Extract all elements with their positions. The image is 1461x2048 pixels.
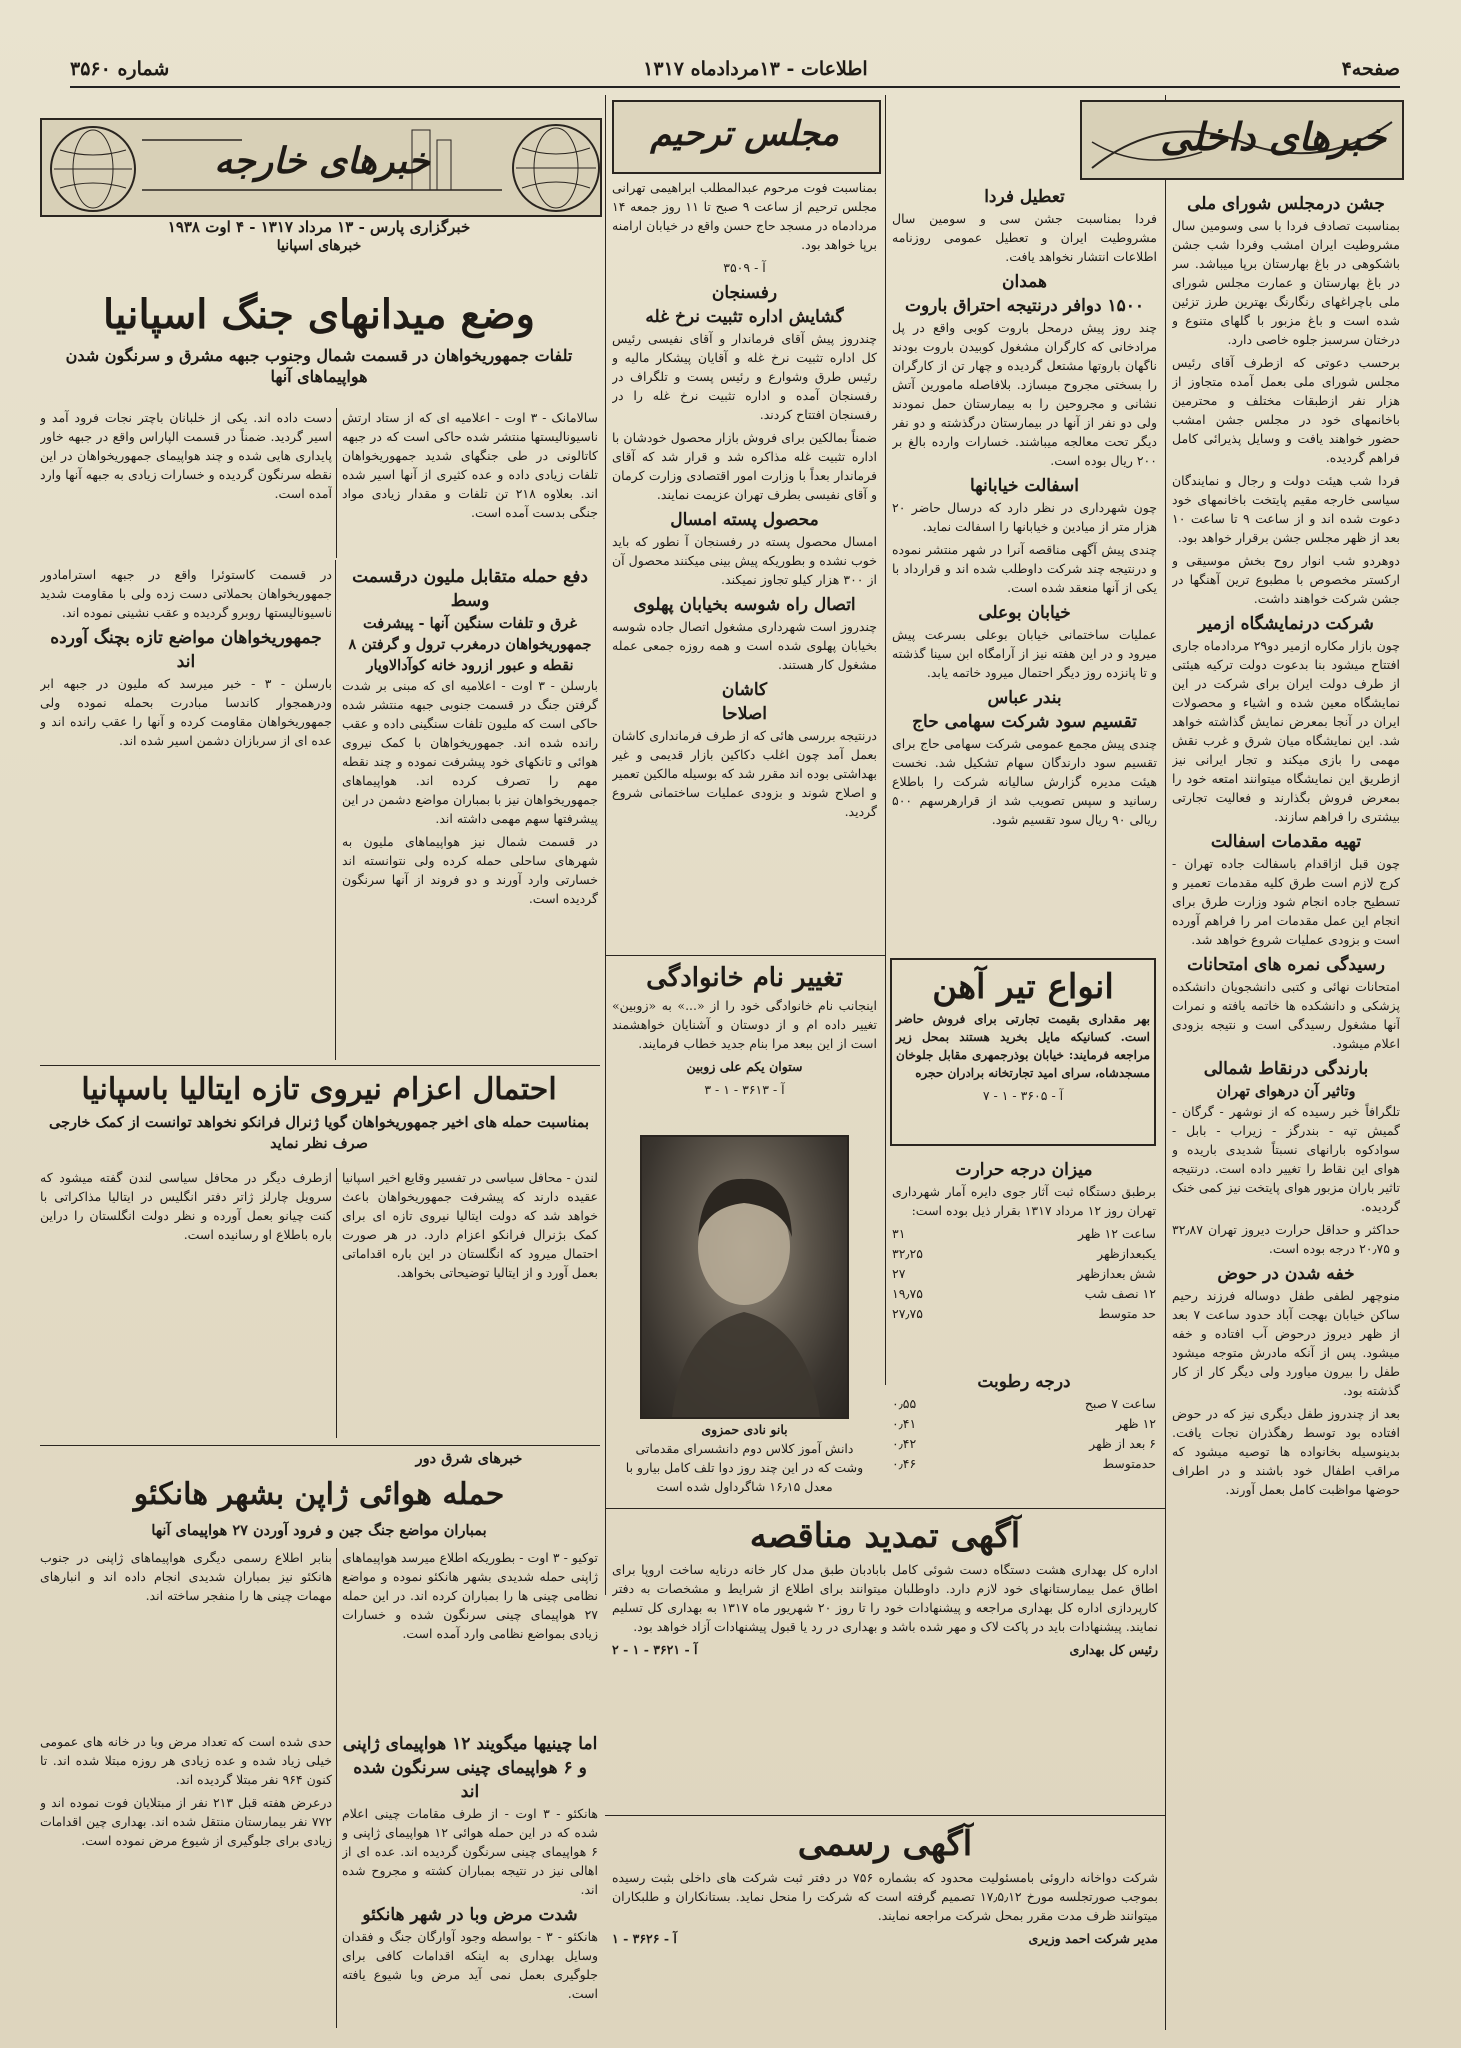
paragraph: عملیات ساختمانی خیابان بوعلی بسرعت پیش میرود و در این هفته نیز از آرامگاه ابن سینا گذشته و تا پانزده روز دیگر احتمال میرود خاتمه یابد. [892, 627, 1157, 680]
spain-col-c [342, 565, 598, 1060]
paragraph: بارسلن - ۳ - خبر میرسد که ملیون در جبهه ابر ودرهمجوار کاندسا مبادرت بحمله نموده ولی جمهوریخواهان مقاومت کرده و آنها را عقب رانده اند و عده ای از سربازان دشمن اسیر شده اند. [40, 676, 332, 748]
domestic-column-2 [892, 185, 1157, 960]
paragraph: امتحانات نهائی و کتبی دانشجویان دانشکده پزشکی و دانشکده ها خاتمه یافته و نمرات آنها مشغول رسیدگی است و نتیجه بزودی اعلام میشود. [1172, 979, 1400, 1051]
headline: همدان [1002, 272, 1047, 292]
section-rule [40, 1065, 600, 1066]
humidity-row [892, 1454, 1156, 1474]
paragraph: درعرض هفته قبل ۲۱۳ نفر از مبتلایان فوت نموده اند و ۷۷۲ نفر بیمارستان منتقل شده اند. بهداری چین اقدامات زیادی برای جلوگیری از شیوع مرض نموده است. [40, 1795, 332, 1848]
steel-ad-title: انواع تیر آهن [932, 967, 1114, 1007]
paragraph: بارسلن - ۳ اوت - اعلامیه ای که مبنی بر شدت گرفتن جنگ در قسمت جنوبی جبهه منتشر شده حاکی است که ملیون تلفات سنگینی داده و عقب رانده شده اند. جمهوریخواهان با کمک نیروی هوائی و تانکهای خود پیشرفت نموده و چند نقطه مهم را تصرف کرده اند. هواپیماهای جمهوریخواهان نیز با بمباران مواضع دشمن در این پیشرفتها سهم مهمی داشته اند. [342, 678, 598, 826]
steel-ad [890, 958, 1156, 1146]
headline: جشن درمجلس شورای ملی [1187, 194, 1385, 214]
official-notice-sign: مدیر شرکت احمد وزیری [1028, 1931, 1158, 1946]
ad-code: آ - ۳۵۰۹ [723, 260, 766, 275]
headline: خفه شدن در حوض [1217, 1264, 1355, 1284]
humidity-value: ۰٫۴۶ [892, 1456, 917, 1471]
news-column-3 [612, 178, 877, 948]
tender-ad [612, 1512, 1158, 1812]
headline: رسیدگی نمره های امتحانات [1187, 955, 1385, 975]
temperature-value: ۲۷٫۷۵ [892, 1306, 923, 1321]
headline: اما چینیها میگویند ۱۲ هواپیمای ژاپنی و ۶ هواپیمای چینی سرنگون شده اند [342, 1734, 598, 1802]
paragraph: فردا شب هیئت دولت و رجال و نمایندگان سیاسی خارجه مقیم پایتخت باخانمهای خود دعوت شده اند و از ساعت ۹ تا ساعت ۱۰ بعد از ظهر مجلس جشن برقرار خواهد بود. [1172, 473, 1400, 545]
temperature-row [892, 1284, 1156, 1304]
temperature-label: ساعت ۱۲ ظهر [1077, 1226, 1156, 1241]
tender-ad-code: آ - ۳۶۲۱ - ۱ - ۲ [612, 1642, 698, 1657]
japan-subheadline: بمباران مواضع جنگ جین و فرود آوردن ۲۷ هواپیمای آنها [151, 1522, 487, 1539]
caption-name: بانو نادی حمزوی [701, 1422, 788, 1437]
column-rule [336, 1168, 337, 1438]
humidity-value: ۰٫۴۱ [892, 1416, 917, 1431]
temperature-value: ۲۷ [892, 1266, 906, 1281]
headline: تعطیل فردا [984, 187, 1065, 207]
paragraph: چون شهرداری در نظر دارد که درسال حاضر ۲۰ هزار متر از میادین و خیابانها را اسفالت نماید. [892, 500, 1157, 534]
temperature-label: ۱۲ نصف شب [1084, 1286, 1156, 1301]
paragraph: چند روز پیش درمحل باروت کوبی واقع در پل مرادخانی که کارگران مشغول کوبیدن باروت بودند ناگهان باروتها مشتعل گردیده و چهار تن از کارگران را بسختی مجروح میسازد. بلافاصله مامورین آتش نشانی و مجروحین را به بیمارستان حمل نمودند ولی دو نفر از آنها در بیمارستان درگذشته و دو نفر دیگر تحت معالجه میباشند. خسارات وارده بالغ بر ۲۰۰ ریال بوده است. [892, 320, 1157, 468]
subheadline: وتاثیر آن درهوای تهران [1216, 1083, 1356, 1100]
name-change-title: تغییر نام خانوادگی [646, 963, 843, 993]
column-rule [336, 408, 337, 558]
temperature-value: ۱۹٫۷۵ [892, 1286, 923, 1301]
column-rule [885, 95, 886, 1385]
official-notice-body: شرکت دواخانه داروئی بامسئولیت محدود که بشماره ۷۵۶ در دفتر ثبت شرکت های داخلی بثبت رسیده بموجب صورتجلسه مورخ ۱۷٫۵٫۱۲ تصمیم گرفته است که شرکت را منحل نماید. بستانکاران و طلبکاران میتوانند ظرف مدت مقرر بمحل شرکت مراجعه نمایند. [612, 1870, 1158, 1923]
paragraph: بمناسبت فوت مرحوم عبدالمطلب ابراهیمی تهرانی مجلس ترحیم از ساعت ۹ صبح تا ۱۱ روز جمعه ۱۴ مردادماه در مسجد حاج حسن واقع در خیابان ارامنه برپا خواهد بود. [612, 180, 877, 252]
paragraph: چون قبل ازاقدام باسفالت جاده تهران - کرج لازم است طرق کلیه مقدمات تعمیر و تسطیح جاده انجام شود وزارت طرق برای انجام این عمل مقدمات امر را فراهم آورده است و بزودی عملیات شروع خواهد شد. [1172, 856, 1400, 947]
paragraph: چندی پیش آگهی مناقصه آنرا در شهر منتشر نموده و درنتیجه چند شرکت داوطلب شده اند و قرارداد با یکی از آنها منعقد شده است. [892, 542, 1157, 595]
humidity-label: حدمتوسط [1102, 1456, 1156, 1471]
italy-subheadline: بمناسبت حمله های اخیر جمهوریخواهان گویا ژنرال فرانکو نخواهد توانست از کمک خارجی صرف نظر نماید [48, 1114, 589, 1152]
paragraph: منوچهر لطفی طفل دوساله فرزند رحیم ساکن خیابان بهجت آباد حدود ساعت ۷ بعد از ظهر دیروز درحوض آب افتاده و خفه میشود. پس از آنکه مادرش متوجه میشود طفل را بیرون میاورد ولی دیگر کار از کار گذشته بود. [1172, 1288, 1400, 1398]
humidity-table [892, 1394, 1156, 1474]
humidity-value: ۰٫۵۵ [892, 1396, 917, 1411]
italy-col-a [342, 1168, 598, 1438]
spain-col-a [342, 408, 598, 560]
italy-col-b [40, 1168, 332, 1438]
official-notice [612, 1820, 1158, 2030]
section-rule [605, 1815, 1165, 1816]
ad-code: آ - ۳۶۱۳ - ۱ - ۳ [704, 1082, 785, 1097]
paragraph: ضمناً بمالکین برای فروش بازار محصول خودشان با اداره تثبیت غله مذاکره شد و قرار شد که آقای فرماندار بعداً با وزارت امور اقتصادی وزارت کرمان و آقای نفیسی بطرف تهران عزیمت نمایند. [612, 430, 877, 502]
temperature-row [892, 1244, 1156, 1264]
paragraph: بمناسبت تصادف فردا با سی وسومین سال مشروطیت ایران امشب وفردا شب جشن باشکوهی در باغ بهارستان برپا میباشد. سر در باغ بهارستان و عمارت مجلس شورای ملی باچراغهای رنگارنگ بهترین طرز تزئین شده است و باغ مزبور با گلهای متنوع و درختان سرسبز جلوه خاصی دارد. [1172, 218, 1400, 347]
paragraph: بعد از چندروز طفل دیگری نیز که در حوض افتاده بود توسط رهگذران نجات یافت. بدینوسیله بخانواده ها توصیه میشود که مراقب اطفال خود باشند و در اطراف حوضها مواظبت کامل بعمل آورند. [1172, 1406, 1400, 1497]
spain-subheadline: تلفات جمهوریخواهان در قسمت شمال وجنوب جبهه مشرق و سرنگون شدن هواپیماهای آنها [65, 346, 573, 386]
spain-col-b [40, 408, 332, 560]
japan-col-b [40, 1548, 332, 1728]
paragraph: حدی شده است که تعداد مرض وبا در خانه های عمومی خیلی زیاد شده و عده زیادی هر روزه مبتلا شده اند. تا کنون ۹۶۴ نفر مبتلا گردیده اند. [40, 1734, 332, 1787]
column-rule [1165, 95, 1166, 2030]
paragraph: حداکثر و حداقل حرارت دیروز تهران ۳۲٫۸۷ و ۲۰٫۷۵ درجه بوده است. [1172, 1222, 1400, 1256]
tender-ad-body: اداره کل بهداری هشت دستگاه دست شوئی کامل بابادبان طبق مدل کار خانه درنایه ساخت اروپا برای اطاق عمل بیمارستانهای خود لازم دارد. داوطلبان میتوانند برای اطلاع از شرایط و مشخصات به دفتر کارپردازی اداره کل بهداری مراجعه و پیشنهادات خود را تا روز ۲۰ شهریور ماه ۱۳۱۷ به بهداری کل تسلیم نمایند. پیشنهادات باید در پاکت لاک و مهر شده باشد و بهداری در رد یا قبول پیشنهادات آزاد خواهد بود. [612, 1562, 1158, 1634]
official-notice-title: آگهی رسمی [797, 1824, 973, 1864]
paragraph: ازطرف دیگر در محافل سیاسی لندن گفته میشود که سرویل چارلز ژاتر دفتر انگلیس در ایتالیا مذاکراتی با کنت چیانو بعمل آورده و نظر دولت انگلستان را دراین باره باطلاع او رسانیده است. [40, 1170, 332, 1242]
paragraph: توکیو - ۳ اوت - بطوریکه اطلاع میرسد هواپیماهای ژاپنی حمله شدیدی بشهر هانکئو نموده و مواضع نظامی چینی ها را بمباران کرده اند. در این حمله ۲۷ هواپیمای چینی سرنگون شده و خسارات زیادی بمواضع نظامی وارد آمده است. [342, 1550, 598, 1641]
page-number: صفحه۴ [1341, 58, 1400, 80]
memorial-banner-title: مجلس ترحیم [650, 114, 839, 154]
headline: شرکت درنمایشگاه ازمیر [1198, 614, 1374, 634]
issue-number: شماره ۳۵۶۰ [70, 58, 170, 80]
paragraph: چندروز پیش آقای فرماندار و آقای نفیسی رئیس کل اداره تثبیت نرخ غله و آقایان پیشکار مالیه و رئیس طرق وشوارع و رئیس پست و تلگراف در رفسنجان آمده و اداره تثبیت نرخ غله را در رفسنجان افتتاح کردند. [612, 331, 877, 422]
humidity-label: ۶ بعد از ظهر [1089, 1436, 1156, 1451]
steel-ad-code: آ - ۳۶۰۵ - ۱ - ۷ [982, 1088, 1064, 1103]
issue-date: اطلاعات - ۱۳مردادماه ۱۳۱۷ [643, 58, 868, 80]
humidity-box [892, 1370, 1156, 1500]
foreign-banner-title: خبرهای خارجه [214, 140, 430, 182]
signature: ستوان یکم علی زوبین [686, 1059, 803, 1074]
paragraph: چندی پیش مجمع عمومی شرکت سهامی حاج برای تقسیم سود دارندگان سهام تشکیل شد. نخست هیئت مدیره گزارش سالیانه شرکت را باطلاع رسانید و سپس تصویب شد از قرارهرسهم ۵۰۰ ریالی ۹۰ ریال سود تقسیم شود. [892, 736, 1157, 827]
headline: اصلاحا [722, 704, 767, 724]
headline: تهیه مقدمات اسفالت [1210, 832, 1362, 852]
masthead [70, 52, 1400, 88]
temperature-intro: برطبق دستگاه ثبت آثار جوی دایره آمار شهرداری تهران روز ۱۲ مرداد ۱۳۱۷ بقرار ذیل بوده است: [892, 1184, 1156, 1218]
paragraph: فردا بمناسبت جشن سی و سومین سال مشروطیت ایران و تعطیل عمومی روزنامه اطلاعات انتشار نخواهد یافت. [892, 211, 1157, 264]
domestic-banner-title: خبرهای داخلی [1160, 114, 1386, 159]
temperature-value: ۳۱ [892, 1226, 906, 1241]
caption-line: دانش آموز کلاس دوم دانشسرای مقدماتی [635, 1441, 854, 1456]
temperature-label: شش بعدازظهر [1077, 1266, 1156, 1281]
section-rule [605, 1508, 1165, 1509]
temperature-value: ۳۲٫۲۵ [892, 1246, 923, 1261]
spain-headline: وضع میدانهای جنگ اسپانیا [103, 291, 535, 338]
section-rule [40, 1445, 600, 1446]
temperature-title: میزان درجه حرارت [955, 1160, 1093, 1180]
spain-col-d [40, 565, 332, 1060]
japan-col-a [342, 1548, 598, 1728]
paragraph: درنتیجه بررسی هائی که از طرف فرمانداری کاشان بعمل آمد چون اغلب دکاکین بازار قدیمی و غیر بهداشتی بوده اند مقرر شد که بوسیله مالکین تعمیر و اصلاح شوند و بزودی عملیات ساختمانی شروع گردید. [612, 728, 877, 819]
headline: گشایش اداره تثبیت نرخ غله [645, 307, 844, 327]
section-rule [605, 955, 885, 956]
humidity-row [892, 1414, 1156, 1434]
column-rule [336, 1548, 337, 2028]
paragraph: دست داده اند. یکی از خلبانان باچتر نجات فرود آمد و اسیر گردید. ضمناً در قسمت الپاراس واقع در جبهه خاور پایداری هایی شده و چند هواپیمای جمهوریخواهان در این نقطه سرنگون گردیده و خسارات زیادی به جبهه آنها وارد آمده است. [40, 410, 332, 501]
humidity-value: ۰٫۴۲ [892, 1436, 917, 1451]
paragraph: سالامانک - ۳ اوت - اعلامیه ای که از ستاد ارتش ناسیونالیستها منتشر شده حاکی است که در جبهه کاتالونی در طی جنگهای شدید جمهوریخواهان تلفات زیادی داده و عده کثیری از آنها اسیر شده اند. بعلاوه ۲۱۸ تن تلفات و مقدار زیادی مواد جنگی بدست آمده است. [342, 410, 598, 520]
portrait-caption [612, 1420, 877, 1500]
temperature-label: یکبعدازظهر [1097, 1246, 1156, 1261]
domestic-banner [1080, 100, 1404, 180]
memorial-banner [612, 100, 881, 174]
domestic-column [1172, 192, 1400, 2032]
temperature-box [892, 1158, 1156, 1368]
caption-line: وشت که در این چند روز دوا تلف کامل بیارو با معدل ۱۶٫۱۵ شاگرداول شده است [625, 1460, 864, 1494]
humidity-title: درجه رطوبت [977, 1372, 1071, 1392]
headline: خیابان بوعلی [978, 603, 1071, 623]
headline: رفسنجان [711, 283, 778, 303]
headline: تقسیم سود شرکت سهامی حاج [912, 712, 1137, 732]
portrait-figure [642, 1137, 847, 1417]
headline: دفع حمله متقابل ملیون درقسمت وسط [352, 567, 588, 611]
foreign-header [40, 218, 598, 278]
humidity-label: ۱۲ ظهر [1115, 1416, 1156, 1431]
paragraph: در قسمت شمال نیز هواپیماهای ملیون به شهرهای ساحلی حمله کرده ولی نتوانسته اند خسارتی وارد آورند و دو فروند از آنها سرنگون گردیده است. [342, 834, 598, 906]
name-change-notice [612, 960, 877, 1125]
paragraph: امسال محصول پسته در رفسنجان آ نطور که باید خوب نشده و بطوریکه پیش بینی میکنند محصول آن از ۳۰۰ هزار کیلو تجاوز نمیکند. [612, 534, 877, 587]
temperature-label: حد متوسط [1098, 1306, 1156, 1321]
paragraph: برحسب دعوتی که ازطرف آقای رئیس مجلس شورای ملی بعمل آمده متجاوز از هزار نفر ازطبقات مختلف و محترمین باخانمهای خود در مجلس جشن امشب حضور خواهند یافت و وسایل پذیرائی کامل فراهم گردیده. [1172, 355, 1400, 465]
portrait-photo [640, 1135, 849, 1419]
paragraph: بنابر اطلاع رسمی دیگری هواپیماهای ژاپنی در جنوب هانکئو نیز بمباران شدیدی انجام داده اند و انبارهای مهمات چینی ها را منفجر ساخته اند. [40, 1550, 332, 1603]
steel-ad-body: بهر مقداری بقیمت تجارتی برای فروش حاضر است. کسانیکه مایل بخرید هستند بمحل زیر مراجعه فرمایند: خیابان بوذرجمهری مقابل جلوخان مسجدشاه، سرای امید تجارتخانه برادران حجره [896, 1012, 1150, 1080]
agency-line: خبرگزاری پارس - ۱۳ مرداد ۱۳۱۷ - ۴ اوت ۱۹۳۸ [167, 218, 471, 236]
paragraph: چون بازار مکاره ازمیر دو۲۹ مردادماه جاری افتتاح میشود بنا بدعوت دولت ترکیه هیئتی از طرف دولت ایران برای شرکت در این نمایشگاه معین شده و اشیاء و محصولات ایران در آنجا بمعرض نمایش گذاشته خواهد شد. این نمایشگاه میان شرق و غرب نقش مهمی را بازی میکند و تجار ایرانی نیز ازطریق این نمایشگاه میتوانند امتعه خود را بمعرض فروش بگذارند و فعالیت تجارتی بیشتری را فراهم سازند. [1172, 638, 1400, 824]
headline: کاشان [721, 680, 768, 700]
official-notice-code: آ - ۳۶۲۶ - ۱ [612, 1931, 677, 1946]
column-rule [605, 95, 606, 1595]
temperature-row [892, 1224, 1156, 1244]
temperature-row [892, 1264, 1156, 1284]
headline: ۱۵۰۰ دوافر درنتیجه احتراق باروت [904, 296, 1145, 316]
far-east-label: خبرهای شرق دور [415, 1450, 523, 1467]
humidity-label: ساعت ۷ صبح [1084, 1396, 1156, 1411]
humidity-row [892, 1394, 1156, 1414]
china-col-a [342, 1732, 598, 2032]
temperature-row [892, 1304, 1156, 1324]
foreign-banner [40, 118, 602, 217]
column-rule [335, 560, 336, 1060]
paragraph: چندروز است شهرداری مشغول اتصال جاده شوسه بخیابان پهلوی شده است و همه روزه جمعی عمله مشغول کار هستند. [612, 619, 877, 672]
headline: شدت مرض وبا در شهر هانکئو [362, 1905, 578, 1925]
headline: بارندگی درنقاط شمالی [1203, 1059, 1369, 1079]
paragraph: هانکئو - ۳ - بواسطه وجود آوارگان جنگ و فقدان وسایل بهداری به اینکه اقدامات کافی برای جلوگیری بعمل نمی آید مرض وبا شیوع یافته است. [342, 1929, 598, 2001]
section-label: خبرهای اسپانیا [276, 238, 362, 254]
headline: اسفالت خیابانها [969, 476, 1079, 496]
paragraph: دوهردو شب انوار روح بخش موسیقی و ارکستر مخصوص با مطبوع ترین آهنگها در جشن شرکت خواهند داشت. [1172, 553, 1400, 606]
headline: محصول پسته امسال [670, 510, 819, 530]
headline: اتصال راه شوسه بخیابان پهلوی [633, 595, 856, 615]
subheadline: غرق و تلفات سنگین آنها - پیشرفت جمهوریخواهان درمغرب ترول و گرفتن ۸ نقطه و عبور ازرود خانه کوآدالاویار [348, 615, 592, 674]
temperature-table [892, 1224, 1156, 1324]
paragraph: در قسمت کاستوئرا واقع در جبهه استرامادور جمهوریخواهان بحملاتی دست زده ولی با مقاومت شدید ناسیونالیستها روبرو گردیده و عقب نشینی نموده اند. [40, 567, 332, 620]
paragraph: هانکئو - ۳ اوت - از طرف مقامات چینی اعلام شده که در این حمله هوائی ۱۲ هواپیمای ژاپنی و ۶ هواپیمای چینی سرنگون گردیده اند. عده ای از اهالی نیز در نتیجه بمباران کشته و مجروح شده اند. [342, 1806, 598, 1897]
italy-headline: احتمال اعزام نیروی تازه ایتالیا باسپانیا [81, 1072, 557, 1107]
paragraph: لندن - محافل سیاسی در تفسیر وقایع اخیر اسپانیا عقیده دارند که پیشرفت جمهوریخواهان باعث خواهد شد که دولت ایتالیا نیروی تازه ای برای کمک بژنرال فرانکو اعزام دارد. در هر صورت احتمال میرود که انگلستان در این باره اقداماتی بعمل آورد و از ایتالیا توضیحاتی بخواهد. [342, 1170, 598, 1280]
headline: بندر عباس [987, 688, 1062, 708]
headline: جمهوریخواهان مواضع تازه بچنگ آورده اند [50, 628, 322, 672]
tender-ad-sign: رئیس کل بهداری [1069, 1642, 1158, 1657]
japan-headline: حمله هوائی ژاپن بشهر هانکئو [133, 1477, 505, 1512]
paragraph: تلگرافاً خبر رسیده که از نوشهر - گرگان - گمیش تپه - بندرگز - زیراب - بابل - سوادکوه بارانهای نسبتاً شدیدی باریده و هوای این نقاط را تغییر داده است. درنتیجه تاثیر باران مزبور هوای پایتخت نیز کمی خنک گردیده. [1172, 1104, 1400, 1214]
tender-ad-title: آگهی تمدید مناقصه [749, 1516, 1021, 1556]
china-col-b [40, 1732, 332, 2032]
humidity-row [892, 1434, 1156, 1454]
paragraph: اینجانب نام خانوادگی خود را از «...» به «زوبین» تغییر داده ام و از دوستان و آشنایان خواهشمند است از این ببعد مرا بنام جدید خطاب فرمایند. [612, 998, 877, 1051]
